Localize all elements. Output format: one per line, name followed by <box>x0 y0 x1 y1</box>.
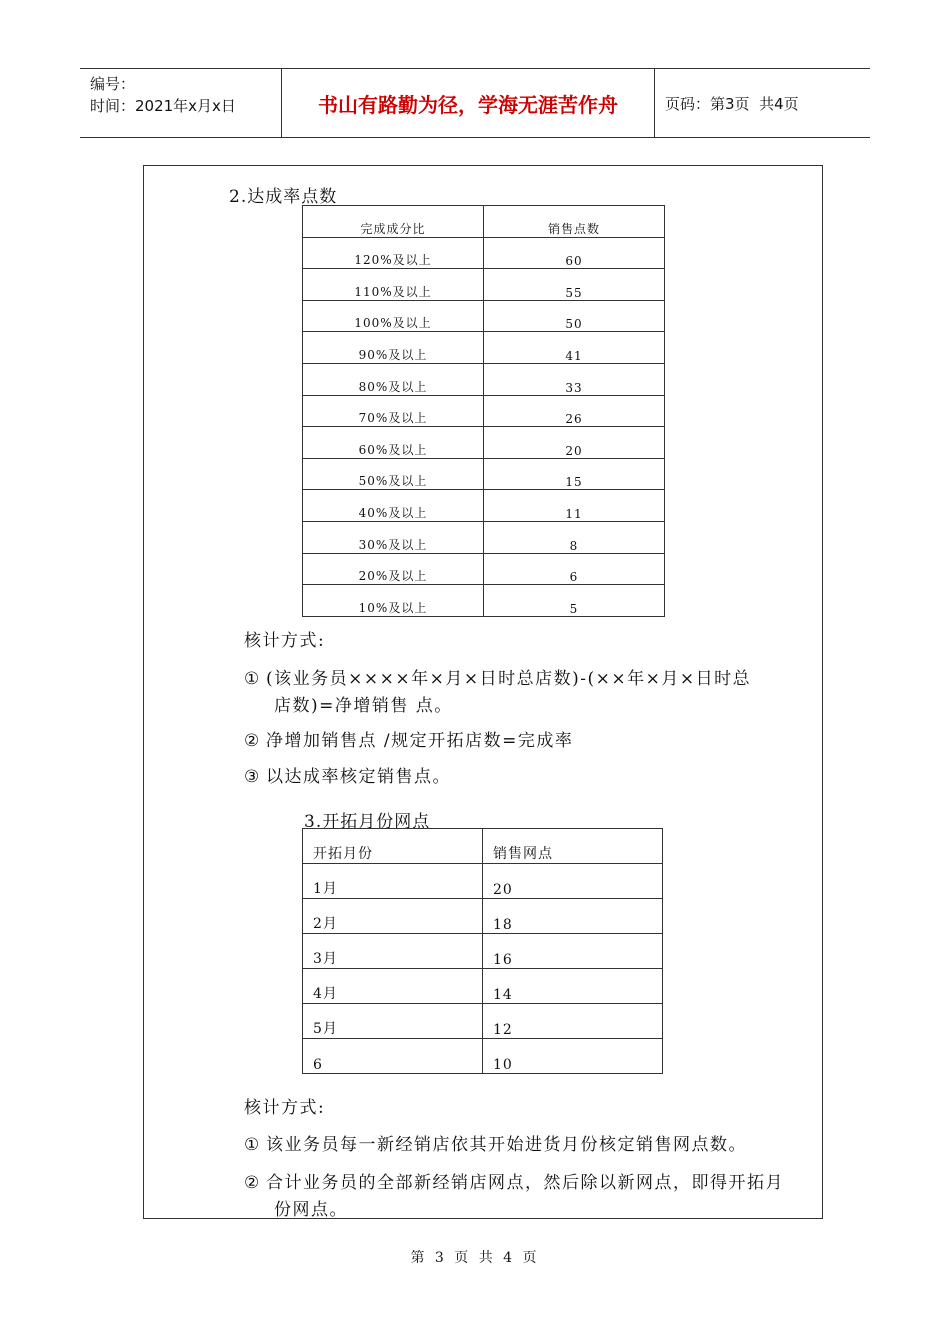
table-cell: 50%及以上 <box>303 458 484 490</box>
table-cell: 1月 <box>303 864 483 899</box>
table-row <box>303 269 665 301</box>
table-cell: 6 <box>303 1039 483 1074</box>
table-row <box>303 585 665 617</box>
table-cell: 4月 <box>303 969 483 1004</box>
content-frame <box>143 165 823 1219</box>
table-cell: 11 <box>484 490 665 522</box>
table-cell: 6 <box>484 553 665 585</box>
section2-calc-title: 核计方式: <box>244 631 326 651</box>
table-header-row <box>303 829 663 864</box>
item-number: ② <box>244 1173 261 1193</box>
table-cell: 70%及以上 <box>303 395 484 427</box>
table-row <box>303 300 665 332</box>
item-text: (该业务员××××年×月×日时总店数)-(××年×月×日时总 <box>266 669 752 689</box>
table-row <box>303 899 663 934</box>
header-cell: 完成成分比 <box>303 206 484 238</box>
table-row <box>303 1004 663 1039</box>
table-cell: 5月 <box>303 1004 483 1039</box>
table-row <box>303 427 665 459</box>
opening-month-table <box>302 828 663 1074</box>
document-header <box>80 68 870 138</box>
time-label: 时间：2021年x月x日 <box>90 97 236 115</box>
table-cell: 50 <box>484 300 665 332</box>
header-motto: 书山有路勤为径，学海无涯苦作舟 <box>282 69 655 137</box>
table-cell: 55 <box>484 269 665 301</box>
section2-item-2 <box>244 728 573 755</box>
page-footer: 第 3 页 共 4 页 <box>410 1250 540 1266</box>
table-cell: 10 <box>483 1039 663 1074</box>
section2-item-1 <box>244 666 814 720</box>
header-page-info: 页码：第3页 共4页 <box>665 94 799 113</box>
table-row <box>303 458 665 490</box>
header-cell: 开拓月份 <box>303 829 483 864</box>
table-cell: 10%及以上 <box>303 585 484 617</box>
table-cell: 2月 <box>303 899 483 934</box>
table-row <box>303 363 665 395</box>
header-cell: 销售点数 <box>484 206 665 238</box>
table-row <box>303 553 665 585</box>
table-row <box>303 1039 663 1074</box>
header-meta <box>80 69 282 137</box>
achievement-rate-table <box>302 205 665 617</box>
table-cell: 100%及以上 <box>303 300 484 332</box>
section3-calc-title: 核计方式: <box>244 1098 326 1118</box>
table-row <box>303 237 665 269</box>
table-row <box>303 332 665 364</box>
item-text: 该业务员每一新经销店依其开始进货月份核定销售网点数。 <box>266 1135 747 1155</box>
table-row <box>303 395 665 427</box>
table-row <box>303 864 663 899</box>
header-cell: 销售网点 <box>483 829 663 864</box>
table-cell: 110%及以上 <box>303 269 484 301</box>
table-cell: 30%及以上 <box>303 521 484 553</box>
table-cell: 18 <box>483 899 663 934</box>
item-text: 净增加销售点 /规定开拓店数=完成率 <box>266 731 574 751</box>
table-cell: 40%及以上 <box>303 490 484 522</box>
table-cell: 60 <box>484 237 665 269</box>
item-number: ① <box>244 669 261 689</box>
section2-item-3 <box>244 764 451 791</box>
table-cell: 16 <box>483 934 663 969</box>
item-number: ③ <box>244 767 261 787</box>
item-text-continued: 店数)=净增销售 点。 <box>274 696 453 716</box>
item-text: 以达成率核定销售点。 <box>266 767 451 787</box>
table-cell: 120%及以上 <box>303 237 484 269</box>
table-cell: 90%及以上 <box>303 332 484 364</box>
item-text-continued: 份网点。 <box>274 1200 348 1220</box>
table-cell: 12 <box>483 1004 663 1039</box>
table-cell: 80%及以上 <box>303 363 484 395</box>
table-cell: 20%及以上 <box>303 553 484 585</box>
item-number: ① <box>244 1135 261 1155</box>
table-cell: 26 <box>484 395 665 427</box>
table-cell: 14 <box>483 969 663 1004</box>
table-row <box>303 934 663 969</box>
table-cell: 33 <box>484 363 665 395</box>
table-cell: 60%及以上 <box>303 427 484 459</box>
item-number: ② <box>244 731 261 751</box>
table-row <box>303 969 663 1004</box>
section3-item-1 <box>244 1132 814 1159</box>
table-cell: 41 <box>484 332 665 364</box>
table-cell: 15 <box>484 458 665 490</box>
table-cell: 8 <box>484 521 665 553</box>
section3-title: 3.开拓月份网点 <box>304 812 431 832</box>
section3-item-2 <box>244 1170 814 1224</box>
item-text: 合计业务员的全部新经销店网点，然后除以新网点，即得开拓月 <box>266 1173 784 1193</box>
table-row <box>303 521 665 553</box>
table-cell: 5 <box>484 585 665 617</box>
table-cell: 20 <box>483 864 663 899</box>
serial-label: 编号： <box>90 75 136 93</box>
section2-title: 2.达成率点数 <box>229 187 338 207</box>
table-header-row <box>303 206 665 238</box>
table-cell: 20 <box>484 427 665 459</box>
table-row <box>303 490 665 522</box>
table-cell: 3月 <box>303 934 483 969</box>
